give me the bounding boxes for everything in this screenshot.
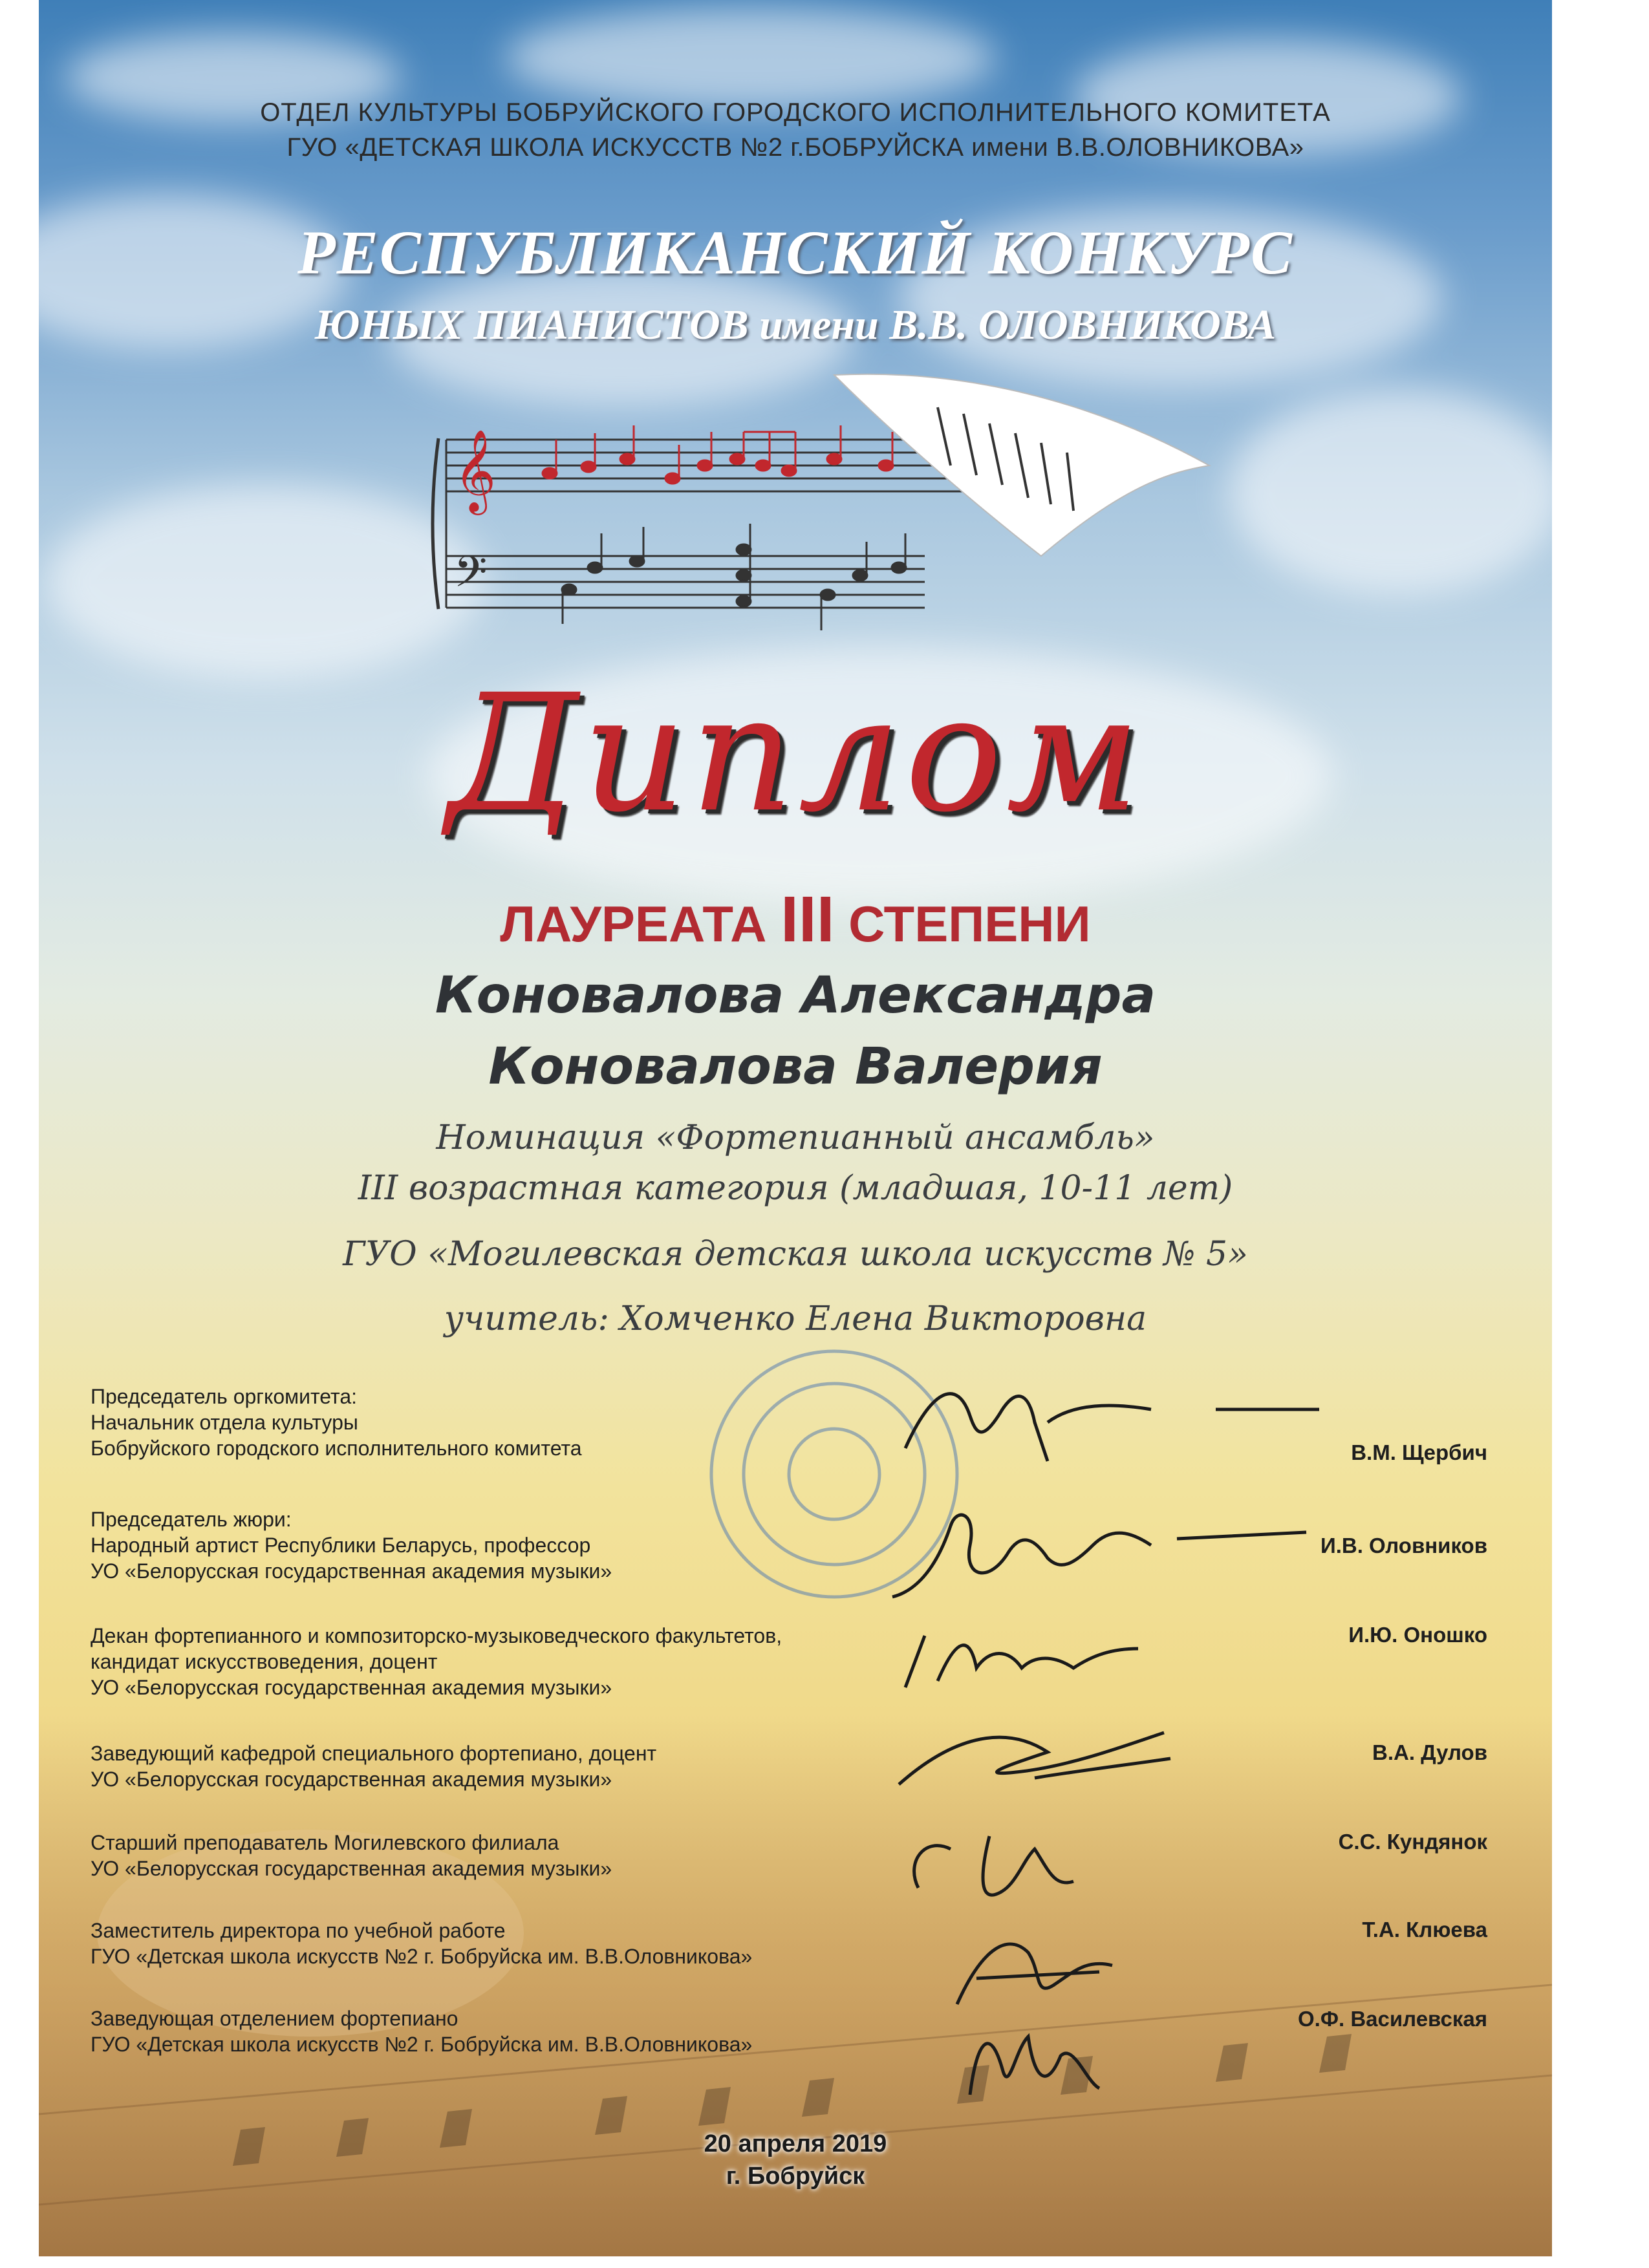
signature-icon — [879, 1991, 1332, 2121]
signatory-line: Народный артист Республики Беларусь, профессор — [91, 1534, 591, 1557]
signature-icon — [879, 1707, 1332, 1810]
svg-text:𝄞: 𝄞 — [454, 429, 497, 511]
signature-icon — [879, 1610, 1332, 1713]
signatory-3-title — [91, 1623, 782, 1700]
header-school: ГУО «ДЕТСКАЯ ШКОЛА ИСКУССТВ №2 г.БОБРУЙСКА имени В.В.ОЛОВНИКОВА» — [286, 133, 1304, 162]
issue-date: 20 апреля 2019 — [704, 2130, 887, 2157]
signatory-line: Начальник отдела культуры — [91, 1411, 358, 1434]
diploma-heading: Диплом — [446, 659, 1145, 848]
signatory-7-title — [91, 2006, 752, 2057]
signatory-5-name: С.С. Кундянок — [1338, 1830, 1487, 1854]
signatory-line: УО «Белорусская государственная академия музыки» — [91, 1857, 612, 1880]
competition-title: РЕСПУБЛИКАНСКИЙ КОНКУРС — [297, 218, 1293, 287]
signatory-2-name: И.В. Оловников — [1320, 1534, 1487, 1557]
laureate-degree: III — [781, 883, 835, 956]
school: ГУО «Могилевская детская школа искусств № 5» — [343, 1235, 1248, 1274]
signatory-line: Заведующий кафедрой специального фортепиано, доцент — [91, 1742, 657, 1765]
laureate-prefix: ЛАУРЕАТА — [500, 895, 767, 952]
signatory-6-name: Т.А. Клюева — [1362, 1918, 1487, 1942]
diploma-page — [39, 0, 1552, 2256]
recipient-name-1: Коновалова Александра — [435, 967, 1156, 1025]
signature-icon — [879, 1364, 1332, 1493]
issue-city: г. Бобруйск — [726, 2163, 865, 2190]
signatory-line: Бобруйского городского исполнительного комитета — [91, 1437, 582, 1460]
nomination: Номинация «Фортепианный ансамбль» — [436, 1118, 1155, 1157]
competition-subtitle: ЮНЫХ ПИАНИСТОВ имени В.В. ОЛОВНИКОВА — [314, 301, 1277, 348]
music-staff-icon — [382, 362, 1274, 672]
signatory-3-name: И.Ю. Оношко — [1348, 1623, 1487, 1647]
laureate-suffix: СТЕПЕНИ — [848, 895, 1091, 952]
signatory-4-name: В.А. Дулов — [1372, 1740, 1487, 1764]
signatory-line: ГУО «Детская школа искусств №2 г. Бобруйска им. В.В.Оловникова» — [91, 1945, 753, 1968]
teacher: учитель: Хомченко Елена Викторовна — [444, 1300, 1147, 1338]
signatory-1-title — [91, 1384, 582, 1461]
signatory-line: УО «Белорусская государственная академия музыки» — [91, 1676, 612, 1699]
signature-icon — [879, 1487, 1332, 1616]
age-category: III возрастная категория (младшая, 10-11 лет) — [358, 1169, 1233, 1208]
recipient-name-2: Коновалова Валерия — [488, 1038, 1103, 1096]
signatory-line: Заведующая отделением фортепиано — [91, 2007, 458, 2030]
laureate-degree-line — [39, 883, 1552, 957]
signatory-4-title — [91, 1740, 656, 1792]
svg-text:𝄢: 𝄢 — [454, 547, 488, 607]
signatory-5-title — [91, 1830, 612, 1881]
signatory-line: кандидат искусствоведения, доцент — [91, 1650, 438, 1673]
signatory-line: Председатель жюри: — [91, 1508, 292, 1531]
signatory-line: УО «Белорусская государственная академия музыки» — [91, 1768, 612, 1791]
signatory-line: Старший преподаватель Могилевского филиала — [91, 1831, 559, 1854]
signatory-line: ГУО «Детская школа искусств №2 г. Бобруйска им. В.В.Оловникова» — [91, 2033, 753, 2056]
signatory-2-title — [91, 1506, 612, 1584]
signatory-line: Заместитель директора по учебной работе — [91, 1919, 506, 1942]
signatory-line: Декан фортепианного и композиторско-музыковедческого факультетов, — [91, 1624, 782, 1647]
header-organization: ОТДЕЛ КУЛЬТУРЫ БОБРУЙСКОГО ГОРОДСКОГО ИСПОЛНИТЕЛЬНОГО КОМИТЕТА — [260, 98, 1331, 127]
signatory-1-name: В.М. Щербич — [1351, 1440, 1487, 1464]
signatory-7-name: О.Ф. Василевская — [1298, 2007, 1487, 2031]
signatory-6-title — [91, 1918, 752, 1969]
signatory-line: УО «Белорусская государственная академия музыки» — [91, 1559, 612, 1583]
signatory-line: Председатель оргкомитета: — [91, 1385, 357, 1408]
